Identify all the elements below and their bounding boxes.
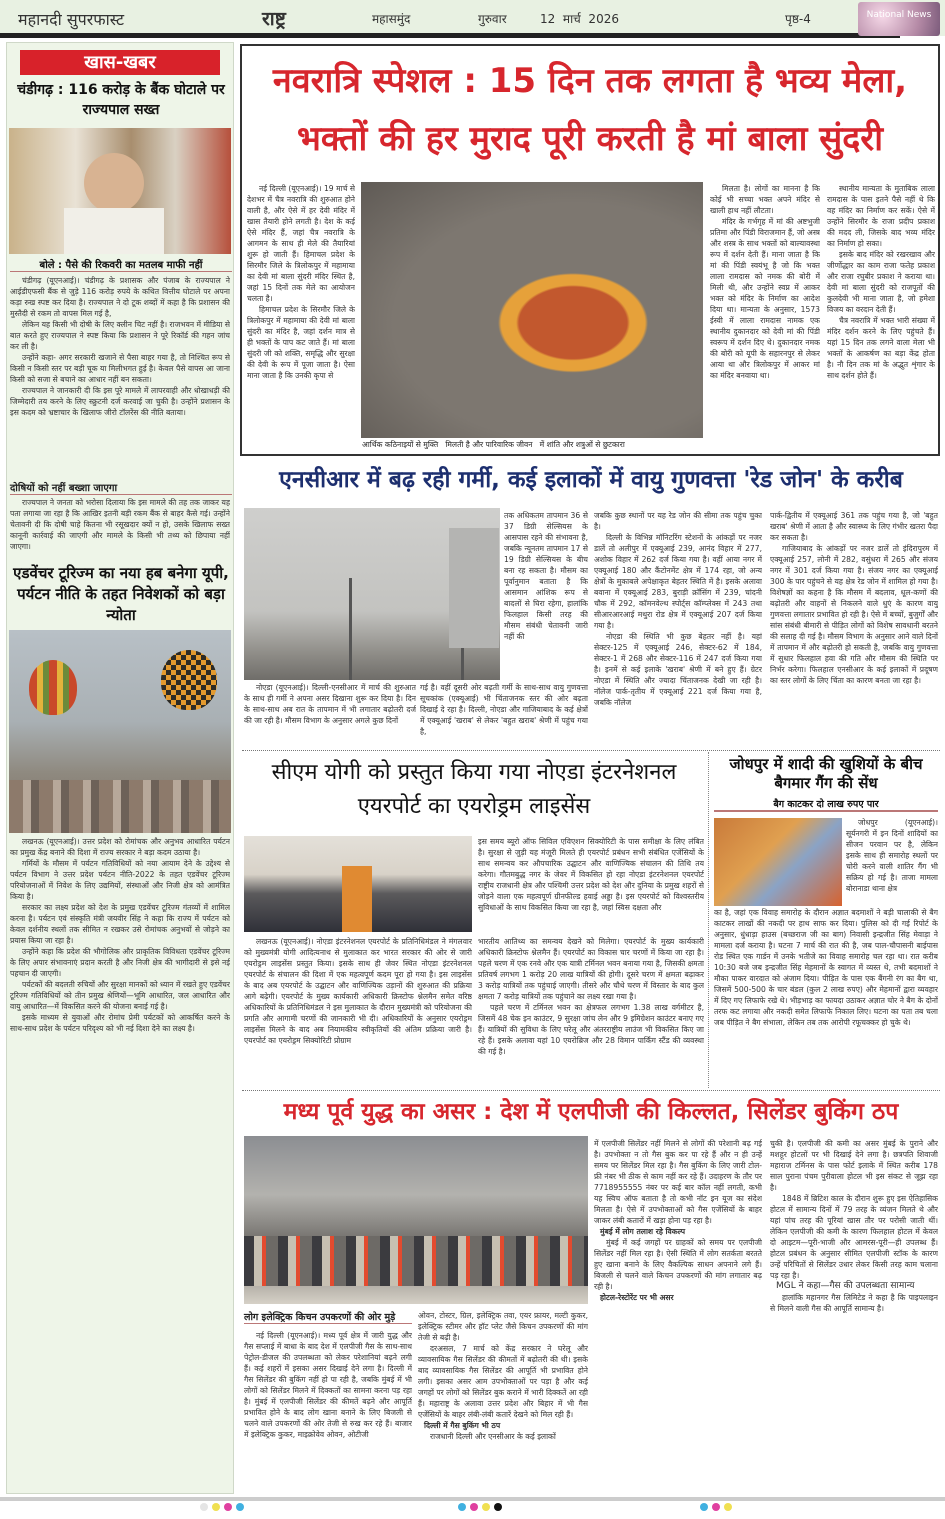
headline-chandigarh: चंडीगढ़ : 116 करोड़ के बैंक घोटाले पर राज्यपाल सख्त [17,82,225,118]
governor-photo [9,128,231,254]
paragraph: इसके माध्यम से युवाओं और रोमांच प्रेमी पर्यटकों को आकर्षित करने के साथ-साथ प्रदेश के पर्यटन परिदृश्य को भी नई दिशा देने का लक्ष्य है। [10,1013,230,1033]
paragraph: चुकी है। एलपीजी की कमी का असर मुंबई के पुराने और मशहूर होटलों पर भी दिखाई देने लगा है। छत्रपति शिवाजी महाराज टर्मिनस के पास फोर्ट इलाके में स्थित करीब 178 साल पुराना पंचम पुरीवाला होटल भी इस संकट से जूझ रहा है। [770,1139,938,1192]
lpg-col-4 [770,1138,938,1490]
navratri-col-1 [247,183,355,451]
paragraph: हालांकि महानगर गैस लिमिटेड ने कहा है कि पाइपलाइन से मिलने वाली गैस की आपूर्ति सामान्य है। [770,1293,938,1313]
paragraph: उन्होंने कहा- अगर सरकारी खजाने से पैसा बाहर गया है, तो निश्चित रूप से किसी न किसी स्तर पर बड़ी चूक या मिलीभगत हुई है। केवल पैसे वापस आ जाना किसी को सजा से बचाने का आधार नहीं बन सकता। [10,353,230,384]
registration-dot [724,1503,732,1511]
date: 12 मार्च 2026 [540,12,619,26]
ncr-side-col [504,510,588,680]
thieves-illustration [714,818,842,906]
paragraph: में एलपीजी सिलेंडर नहीं मिलने से लोगों की परेशानी बढ़ गई है। उपभोक्ता न तो गैस बुक कर पा रहे हैं और न ही उन्हें समय पर सिलेंडर मिल रहा है। गैस बुकिंग के लिए जारी टोल-फ्री नंबर भी ठीक से काम नहीं कर रहे हैं। उदाहरण के तौर पर 7718955555 नंबर पर कई बार कॉल नहीं लगती, कभी यह स्विच ऑफ बताता है तो कभी नॉट इन यूज का संदेश मिलता है। ऐसे में उपभोक्ताओं को गैस एजेंसियों के बाहर जाकर लंबी कतारों में खड़ा होना पड़ रहा है। [594,1139,762,1225]
navratri-col-4 [827,183,935,451]
paragraph: भारतीय आतिथ्य का समन्वय देखने को मिलेगा। एयरपोर्ट के मुख्य कार्यकारी अधिकारी क्रिस्टोफ श्नेलमैन हैं। एयरपोर्ट का विकास चार चरणों में किया जा रहा है। पहले चरण में एक रनवे और एक यात्री टर्मिनल भवन बनाया गया है, जिसकी क्षमता प्रतिवर्ष लगभग 1 करोड़ 20 लाख यात्रियों की होगी। दूसरे चरण में क्षमता बढ़ाकर 3 करोड़ यात्रियों तक पहुंचाई जाएगी। तीसरे और चौथे चरण में विस्तार के बाद कुल क्षमता 7 करोड़ यात्रियों तक पहुंचाने का लक्ष्य रखा गया है। [478,937,704,1001]
paragraph: दिल्ली के विभिन्न मॉनिटरिंग स्टेशनों के आंकड़ों पर नजर डालें तो अलीपुर में एक्यूआई 239, आनंद विहार में 277, अशोक विहार में 262 दर्ज किया गया है। वहीं आया नगर में एक्यूआई 180 और कैंटोनमेंट क्षेत्र में 174 रहा, जो अन्य क्षेत्रों के मुकाबले अपेक्षाकृत बेहतर स्थिति में है। इसके अलावा बवाना में एक्यूआई 283, बुराड़ी क्रॉसिंग में 239, चांदनी चौक में 292, कॉमनवेल्थ स्पोर्ट्स कॉम्प्लेक्स में 243 तथा सीआरआरआई मथुरा रोड क्षेत्र में एक्यूआई 207 दर्ज किया गया है। [594,533,762,630]
divider [242,750,940,751]
registration-dot [482,1503,490,1511]
paragraph: राजधानी दिल्ली और एनसीआर के कई इलाकों [430,1432,556,1441]
paragraph: नई दिल्ली (यूएनआई)। 19 मार्च से देशभर में चैत्र नवरात्रि की शुरुआत होने वाली है, और ऐसे में हर देवी मंदिर में खास तैयारी होने लगती है। देश के कई ऐसे मंदिर हैं, जहां चैत्र नवरात्रि के आगमन के साथ ही मेले की तैयारियां शुरू हो जाती हैं। हिमाचल प्रदेश के सिरमौर जिले के त्रिलोकपुर में महामाया का देवी मां बाला सुंदरी मंदिर स्थित है, जहां 15 दिनों तक मेले का आयोजन चलता है। [247,184,355,303]
paragraph: गर्मियों के मौसम में पर्यटन गतिविधियों को नया आयाम देने के उद्देश्य से पर्यटन विभाग ने उत्तर प्रदेश पर्यटन नीति-2022 के तहत एडवेंचर टूरिज्म परियोजनाओं में निवेश के लिए उद्यमियों, संस्थाओं और निजी क्षेत्र को आमंत्रित किया है। [10,859,230,901]
bala-sundari-temple-photo [361,182,703,438]
headline-navratri: नवरात्रि स्पेशल : 15 दिन तक लगता है भव्य मेला, भक्तों की हर मुराद पूरी करती है मां बाला सुंदरी [272,61,908,159]
paragraph: मंदिर के गर्भगृह में मां की अष्टभुजी प्रतिमा और पिंडी विराजमान हैं, जो अस्त्र और शस्त्र के साथ भक्तों को बाल्यावस्था रूप में दर्शन देती हैं। माना जाता है कि मां की पिंडी स्वयंभू है जो कि भक्त लाला रामदास को नमक की बोरी में मिली थी, और उन्होंने स्वप्न में आकर भक्त को मंदिर के निर्माण का आदेश दिया था। मान्यता के अनुसार, 1573 ईस्वी में लाला रामदास नामक एक स्थानीय दुकानदार को देवी मां की पिंडी स्वरूप में दर्शन दिए थे। दुकानदार नमक की बोरी को यूपी के सहारनपुर से लेकर आया था और त्रिलोकपुर में आकर मां का मंदिर बनवाया था। [710,217,820,380]
paragraph: लखनऊ (यूएनआई)। नोएडा इंटरनेशनल एयरपोर्ट के प्रतिनिधिमंडल ने मंगलवार को मुख्यमंत्री योगी आदित्यनाथ से मुलाकात कर भारत सरकार की ओर से जारी एयरोड्रम लाइसेंस प्रस्तुत किया। इसके साथ ही जेवर स्थित नोएडा इंटरनेशनल एयरपोर्ट के संचालन की दिशा में एक महत्वपूर्ण कदम पूरा हो गया है। इस लाइसेंस के बाद अब एयरपोर्ट के उद्घाटन और वाणिज्यिक उड़ानों की शुरुआत की प्रक्रिया आगे बढ़ेगी। एयरपोर्ट के मुख्य कार्यकारी अधिकारी क्रिस्टोफ श्नेलमैन समेत वरिष्ठ अधिकारियों के प्रतिनिधिमंडल ने इस मुलाकात के दौरान मुख्यमंत्री को परियोजना की प्रगति और आगामी चरणों की जानकारी भी दी। अधिकारियों के अनुसार एयरोड्रम लाइसेंस मिलने के बाद अब नियामकीय स्वीकृतियों की अंतिम प्रक्रिया जारी है। एयरपोर्ट का एयरोड्रम सिक्योरिटी प्रोग्राम [244,937,472,1045]
day: गुरुवार [478,12,507,26]
paragraph: स्थानीय मान्यता के मुताबिक लाला रामदास के पास इतने पैसे नहीं थे कि वह मंदिर का निर्माण कर सकें। ऐसे में उन्होंने सिरमौर के राजा प्रदीप प्रकाश की मदद ली, जिसके बाद भव्य मंदिर का निर्माण हो सका। [827,184,935,248]
registration-dot [236,1503,244,1511]
registration-dot [494,1503,502,1511]
lpg-col-3 [594,1138,762,1490]
cm-yogi-airport-license-photo [244,836,472,932]
ncr-col-3 [594,510,762,745]
paragraph: उन्होंने कहा कि प्रदेश की भौगोलिक और प्राकृतिक विविधता एडवेंचर टूरिज्म के लिए अपार संभावनाएं प्रदान करती है और निजी क्षेत्र की भागीदारी से इसे नई पहचान दी जाएगी। [10,947,230,978]
subhead-delhi-booking: दिल्ली में गैस बुकिंग भी ठप [424,1421,501,1430]
registration-dot [470,1503,478,1511]
paragraph: इस समय ब्यूरो ऑफ सिविल एविएशन सिक्योरिटी के पास समीक्षा के लिए लंबित है। सुरक्षा से जुड़ी यह मंजूरी मिलते ही एयरपोर्ट प्रबंधन सभी संबंधित एजेंसियों के साथ समन्वय कर औपचारिक उद्घाटन और वाणिज्यिक संचालन की तिथि तय करेगा। गौतमबुद्ध नगर के जेवर में विकसित हो रहा नोएडा इंटरनेशनल एयरपोर्ट राष्ट्रीय राजधानी क्षेत्र और पश्चिमी उत्तर प्रदेश को देश और दुनिया के प्रमुख शहरों से जोड़ने वाला एक महत्वपूर्ण ग्रीनफील्ड हवाई अड्डा है। इस एयरपोर्ट को विश्वस्तरीय सुविधाओं के साथ विकसित किया जा रहा है, जहां स्विस दक्षता और [478,837,704,912]
airport-col-a [244,936,472,1086]
paragraph: नोएडा की स्थिति भी कुछ बेहतर नहीं है। यहां सेक्टर-125 में एक्यूआई 246, सेक्टर-62 में 184, सेक्टर-1 में 268 और सेक्टर-116 में 247 दर्ज किया गया है। इनमें से कई इलाके 'खराब' श्रेणी में बने हुए हैं। ग्रेटर नोएडा में स्थिति और ज्यादा चिंताजनक देखी जा रही है। नॉलेज पार्क-तृतीय में एक्यूआई 221 दर्ज किया गया है, जबकि नॉलेज [594,632,762,707]
headline-adventure-tourism: एडवेंचर टूरिज्म का नया हब बनेगा यूपी, पर्यटन नीति के तहत निवेशकों को बड़ा न्योता [13,564,229,624]
article-adventure-body [10,836,230,1488]
article-chandigarh-body [10,275,230,480]
registration-dot [200,1503,208,1511]
navratri-col-3 [710,183,820,451]
registration-dot [712,1503,720,1511]
page-number: पृष्ठ-4 [785,12,811,26]
masthead [0,0,945,36]
paragraph: का है, जहां एक विवाह समारोह के दौरान अज्ञात बदमाशों ने बड़ी चालाकी से बैग काटकर लाखों की नकदी पर हाथ साफ कर दिया। पुलिस को दी गई रिपोर्ट के अनुसार, धुंधाड़ा हाउस (बच्छराज जी का बाग) निवासी इन्द्रजीत सिंह मेवाड़ा ने मामला दर्ज कराया है। घटना 7 मार्च की रात की है, जब पाल-चौपासनी बाईपास रोड स्थित एक गार्डन में उनके भतीजे का विवाह समारोह चल रहा था। रात करीब 10:30 बजे जब इन्द्रजीत सिंह मेहमानों के स्वागत में व्यस्त थे, तभी बदमाशों ने मौका पाकर वारदात को अंजाम दिया। पीड़ित के पास एक बैंगनी रंग का बैग था, जिसमें 500-500 के चार बंडल (कुल 2 लाख रुपए) और मेहमानों द्वारा व्यवहार में दिए गए लिफाफे रखे थे। भीड़भाड़ का फायदा उठाकर अज्ञात चोर ने बैग के दोनों तरफ कट लगाया और नकदी समेत लिफाफे निकाल लिए। घटना का पता तब चला जब पीड़ित ने बैग संभाला, लेकिन तब तक आरोपी रफूचक्कर हो चुके थे। [714,908,938,1027]
jodhpur-body [714,907,938,1087]
paragraph: 1848 में ब्रिटिश काल के दौरान शुरू हुए इस ऐतिहासिक होटल में सामान्य दिनों में 79 तरह के व्यंजन मिलते थे और यहां पांच तरह की पूरियां खास तौर पर परोसी जाती थीं। लेकिन एलपीजी की कमी के कारण फिलहाल होटल में केवल दो आइटम—पूरी-भाजी और आमरस-पूरी—ही उपलब्ध हैं। होटल प्रबंधन के अनुसार सीमित एलपीजी स्टॉक के कारण उन्हें परिचितों से सिलेंडर उधार लेकर किसी तरह काम चलाना पड़ रहा है। [770,1194,938,1280]
paragraph: मिलता है। लोगों का मानना है कि कोई भी सच्चा भक्त अपने मंदिर से खाली हाथ नहीं लौटता। [710,184,820,215]
paragraph: गाजियाबाद के आंकड़ों पर नजर डालें तो इंदिरापुरम में एक्यूआई 257, लोनी में 282, वसुंधरा में 265 और संजय नगर में 301 दर्ज किया गया है। संजय नगर का एक्यूआई 300 के पार पहुंचने से यह क्षेत्र रेड जोन में शामिल हो गया है। विशेषज्ञों का कहना है कि मौसम में बदलाव, धूल-कणों की बढ़ोतरी और वाहनों से निकलने वाले धुएं के कारण वायु गुणवत्ता लगातार प्रभावित हो रही है। ऐसे में बच्चों, बुजुर्गों और सांस संबंधी बीमारी से पीड़ित लोगों को विशेष सावधानी बरतने की सलाह दी गई है। मौसम विभाग के अनुसार आने वाले दिनों में तापमान में और बढ़ोतरी हो सकती है, जबकि वायु गुणवत्ता में सुधार फिलहाल हवा की गति और मौसम की स्थिति पर निर्भर करेगा। फिलहाल एनसीआर के कई इलाकों में प्रदूषण का स्तर लोगों के लिए चिंता का कारण बनता जा रहा है। [770,544,938,685]
ncr-under-a [244,682,416,744]
header-rule [0,33,900,38]
airport-top-col [478,836,704,934]
national-news-logo: National News [858,2,940,36]
lpg-col-2 [418,1310,588,1490]
paragraph: ओवन, टोस्टर, ग्रिल, इलेक्ट्रिक तवा, एयर फ्रायर, मल्टी कुकर, इलेक्ट्रिक स्टीमर और हॉट प्लेट जैसे किचन उपकरणों की मांग तेजी से बढ़ी है। [418,1311,588,1342]
paragraph: सरकार का लक्ष्य प्रदेश को देश के प्रमुख एडवेंचर टूरिज्म गंतव्यों में शामिल करना है। पर्यटन एवं संस्कृति मंत्री जयवीर सिंह ने कहा कि राज्य में पर्यटन को केवल दर्शनीय स्थलों तक सीमित न रखकर उसे रोमांचक अनुभवों से जोड़ने का प्रयास किया जा रहा है। [10,903,230,945]
registration-dot [212,1503,220,1511]
caption-chandigarh: बोले : पैसे की रिकवरी का मतलब माफी नहीं [10,257,232,272]
footer-rule [0,1497,945,1501]
registration-dot [458,1503,466,1511]
paragraph: राज्यपाल ने जनता को भरोसा दिलाया कि इस मामले की तह तक जाकर यह पता लगाया जा रहा है कि आखिर इतनी बड़ी रकम बैंक से बाहर कैसे गई। उन्होंने चेतावनी दी कि दोषी चाहे कितना भी रसूखदार क्यों न हो, उसके खिलाफ सख्त कानूनी कार्रवाई की जाएगी और मामले के किसी भी तथ्य को छिपाया नहीं जाएगा। [10,498,230,551]
subhead-mumbai: मुंबई में लोग तलाश रहे विकल्प [600,1227,686,1236]
ncr-col-4 [770,510,938,745]
divider [708,752,709,1088]
airport-col-b [478,936,704,1086]
jodhpur-side [846,817,938,907]
paragraph: दरअसल, 7 मार्च को केंद्र सरकार ने घरेलू और व्यावसायिक गैस सिलेंडर की कीमतों में बढ़ोतरी की थी। इसके बाद व्यावसायिक गैस सिलेंडर की आपूर्ति भी प्रभावित होने लगी। इसका असर आम उपभोक्ताओं पर पड़ा है और कई जगहों पर लोगों को सिलेंडर बुक कराने में भारी दिक्कतें आ रही हैं। महाराष्ट्र के अलावा उत्तर प्रदेश और बिहार में भी गैस एजेंसियों के बाहर लंबी-लंबी कतारें देखने को मिल रही हैं। [418,1344,588,1419]
registration-dot [700,1503,708,1511]
paragraph: राज्यपाल ने जानकारी दी कि इस पूरे मामले में लापरवाही और धोखाधड़ी की जिम्मेदारी तय करने के लिए स्क्रुटनी दर्ज करवाई जा चुकी है। उन्होंने प्रशासन के इस कदम को भ्रष्टाचार के खिलाफ जीरो टॉलरेंस की नीति बताया। [10,386,230,417]
registration-dot [224,1503,232,1511]
article-chandigarh-body-2 [10,497,230,559]
subhead-mgl: MGL ने कहा—गैस की उपलब्धता सामान्य [776,1281,915,1291]
khas-khabar-banner: खास-खबर [20,50,220,75]
paragraph: हिमाचल प्रदेश के सिरमौर जिले के त्रिलोकपुर में महामाया की देवी मां बाला सुंदरी का मंदिर है, जहां दर्शन मात्र से ही भक्तों के पाप कट जाते हैं। मां बाला सुंदरी जी को शक्ति, समृद्धि और सुरक्षा की देवी के रूप में पूजा जाता है। ऐसा माना जाता है कि उनकी कृपा से [247,305,355,380]
paragraph: नोएडा (यूएनआई)। दिल्ली-एनसीआर में मार्च की शुरुआत के साथ ही गर्मी ने अपना असर दिखाना शुरू कर दिया है। दिन के साथ-साथ अब रात के तापमान में भी लगातार बढ़ोतरी दर्ज की जा रही है। मौसम विभाग के अनुसार अगले कुछ दिनों [244,683,416,725]
paragraph: पहले चरण में टर्मिनल भवन का क्षेत्रफल लगभग 1.38 लाख वर्गमीटर है, जिसमें 48 चेक इन काउंटर, 9 सुरक्षा जांच लेन और 9 इमिग्रेशन काउंटर बनाए गए हैं। यात्रियों की सुविधा के लिए घरेलू और अंतरराष्ट्रीय लाउंज भी विकसित किए जा रहे हैं। इसके अलावा यहां 10 एयरोब्रिज और 28 विमान पार्किंग स्टैंड की व्यवस्था की गई है। [478,1003,704,1056]
ncr-under-b [420,682,588,744]
subhead-electric-kitchen: लोग इलेक्ट्रिक किचन उपकरणों की ओर मुड़े [244,1310,412,1324]
paragraph: जबकि कुछ स्थानों पर यह रेड जोन की सीमा तक पहुंच चुका है। [594,511,762,531]
paragraph: चंडीगढ़ (यूएनआई)। चंडीगढ़ के प्रशासक और पंजाब के राज्यपाल ने आईडीएफसी बैंक से जुड़े 116 करोड़ रुपये के कथित वित्तीय घोटाले पर अपना कड़ा रुख स्पष्ट कर दिया है। राज्यपाल ने दो टूक शब्दों में कहा है कि प्रशासन की मुस्तैदी से रकम तो वापस मिल गई है, [10,276,230,318]
subhead-jodhpur: बैग काटकर दो लाख रुपए पार [714,797,938,812]
subhead-hotel: होटल-रेस्टोरेंट पर भी असर [600,1293,674,1302]
paragraph: पार्क-द्वितीय में एक्यूआई 361 तक पहुंच गया है, जो 'बहुत खराब' श्रेणी में आता है और स्वास्थ्य के लिए गंभीर खतरा पैदा कर सकता है। [770,511,938,542]
paragraph: लखनऊ (यूएनआई)। उत्तर प्रदेश को रोमांचक और अनुभव आधारित पर्यटन का प्रमुख केंद्र बनाने की दिशा में राज्य सरकार ने बड़ा कदम उठाया है। [10,837,230,857]
navratri-photo-bottom-text: आर्थिक कठिनाइयों से मुक्ति मिलती है और पारिवारिक जीवन में शांति और शत्रुओं से छुटकारा [362,440,625,449]
paragraph: चैत्र नवरात्रि में भक्त भारी संख्या में मंदिर दर्शन करने के लिए पहुंचते हैं। यहां 15 दिन तक लगने वाला मेला भी भक्तों के आकर्षण का बड़ा केंद्र होता है। नौ दिन तक मां के अद्भुत शृंगार के साथ दर्शन होते हैं। [827,316,935,380]
paragraph: पर्यटकों की बदलती रुचियों और सुरक्षा मानकों को ध्यान में रखते हुए एडवेंचर टूरिज्म गतिविधियों को तीन प्रमुख श्रेणियों—भूमि आधारित, जल आधारित और वायु आधारित—में विकसित करने की योजना बनाई गई है। [10,980,230,1011]
paragraph: गई है। वहीं दूसरी ओर बढ़ती गर्मी के साथ-साथ वायु गुणवत्ता सूचकांक (एक्यूआई) भी चिंताजनक स्तर की ओर बढ़ता दिखाई दे रहा है। दिल्ली, नोएडा और गाजियाबाद के कई क्षेत्रों में एक्यूआई 'खराब' से लेकर 'बहुत खराब' श्रेणी में पहुंच गया है, [420,683,588,736]
headline-jodhpur: जोधपुर में शादी की खुशियों के बीच बैगमार गैंग की सेंध [729,755,923,792]
headline-lpg-shortage: मध्य पूर्व युद्ध का असर : देश में एलपीजी की किल्लत, सिलेंडर बुकिंग ठप [283,1099,899,1125]
gas-cylinder-queue-photo [244,1136,588,1304]
paragraph: तक अधिकतम तापमान 36 से 37 डिग्री सेल्सियस के आसपास रहने की संभावना है, जबकि न्यूनतम तापमान 17 से 19 डिग्री सेल्सियस के बीच बना रह सकता है। मौसम का पूर्वानुमान बताता है कि आसमान आंशिक रूप से बादलों से घिरा रहेगा, हालांकि फिलहाल किसी तरह की मौसम संबंधी चेतावनी जारी नहीं की [504,511,588,641]
paragraph: नई दिल्ली (यूएनआई)। मध्य पूर्व क्षेत्र में जारी युद्ध और गैस सप्लाई में बाधा के बाद देश में एलपीजी गैस के साथ-साथ पेट्रोल-डीजल की उपलब्धता को लेकर परेशानियां बढ़ने लगी हैं। कई शहरों में इसका असर दिखाई देने लगा है। दिल्ली में गैस सिलेंडर की बुकिंग नहीं हो पा रही है, जबकि मुंबई में भी लोगों को सिलेंडर मिलने में दिक्कतों का सामना करना पड़ रहा है। मुंबई में एलपीजी सिलेंडर की कीमतें बढ़ने और आपूर्ति प्रभावित होने के बाद लोग खाना बनाने के लिए बिजली से चलने वाले उपकरणों की ओर तेजी से रुख कर रहे हैं। बाजार में इलेक्ट्रिक कुकर, माइक्रोवेव ओवन, ओटीजी [244,1331,412,1439]
paragraph: इसके बाद मंदिर को रखरखाव और जीर्णोद्धार का काम राजा फतेह प्रकाश और राजा रघुबीर प्रकाश ने कराया था। देवी मां बाला सुंदरी को राजपूतों की कुलदेवी भी माना जाता है, जो हमेशा विजय का वरदान देती हैं। [827,250,935,314]
smog-photo [244,508,500,680]
city: महासमुंद [372,12,411,26]
section-name: राष्ट्र [262,8,286,30]
subhead-doshi: दोषियों को नहीं बख्शा जाएगा [10,480,232,495]
paragraph: लेकिन यह किसी भी दोषी के लिए क्लीन चिट नहीं है। राजभवन में मीडिया से बात करते हुए राज्यपाल ने स्पष्ट किया कि प्रशासन ने पूरे रिकॉर्ड की गहन जांच कर ली है। [10,320,230,351]
hot-air-balloons-photo [9,630,231,833]
paper-name: महानदी सुपरफास्ट [18,10,125,29]
paragraph: जोधपुर (यूएनआई)। सूर्यनगरी में इन दिनों शादियों का सीजन परवान पर है, लेकिन इसके साथ ही समारोह स्थलों पर चोरी करने वाली शातिर गैंग भी सक्रिय हो गई है। ताजा मामला बोरानाडा थाना क्षेत्र [846,818,938,893]
paragraph: मुंबई में कई जगहों पर ग्राहकों को समय पर एलपीजी सिलेंडर नहीं मिल रहा है। ऐसी स्थिति में लोग सतर्कता बरतते हुए खाना बनाने के लिए वैकल्पिक साधन अपनाने लगे हैं। बिजली से चलने वाले किचन उपकरणों की मांग लगातार बढ़ रही है। [594,1238,762,1291]
divider [242,1090,940,1091]
headline-noida-airport: सीएम योगी को प्रस्तुत किया गया नोएडा इंटरनेशनल एयरपोर्ट का एयरोड्रम लाइसेंस [271,760,677,819]
headline-ncr-air-quality: एनसीआर में बढ़ रही गर्मी, कई इलाकों में वायु गुणवत्ता 'रेड जोन' के करीब [279,467,903,493]
lpg-col-1 [244,1330,412,1490]
